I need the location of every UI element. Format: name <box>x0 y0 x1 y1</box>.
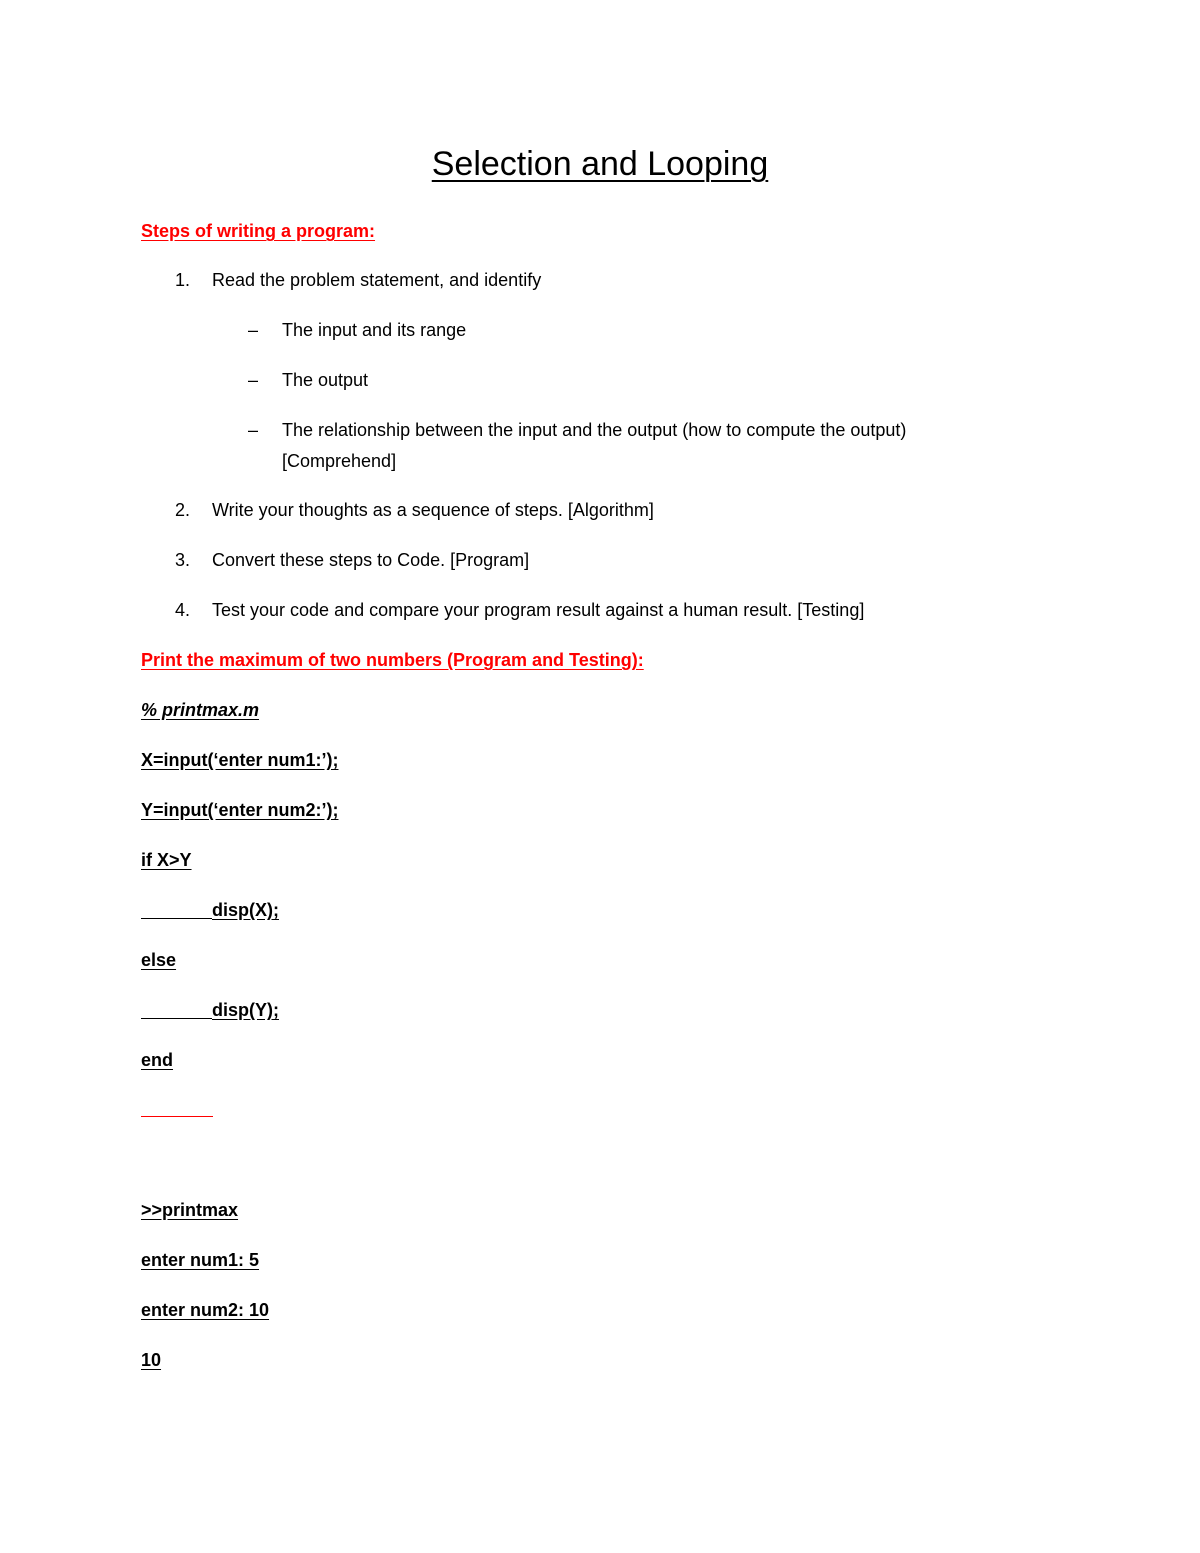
sub-item-text-1: The input and its range <box>282 320 467 340</box>
step-text-3: Convert these steps to Code. [Program] <box>212 550 530 570</box>
code-line-input-y: Y=input(‘enter num2:’); <box>141 800 339 820</box>
sub-item-text-2: The output <box>282 370 369 390</box>
step-number-1: 1. <box>175 270 191 290</box>
example-heading: Print the maximum of two numbers (Program and Testing): <box>141 650 644 670</box>
code-line-end: end <box>141 1050 174 1070</box>
step-number-3: 3. <box>175 550 191 570</box>
run-line-num1: enter num1: 5 <box>141 1250 260 1270</box>
run-line-num2: enter num2: 10 <box>141 1300 270 1320</box>
sub-item-dash-1: – <box>248 320 259 340</box>
code-line-input-x: X=input(‘enter num1:’); <box>141 750 339 770</box>
indent-underline-2 <box>141 1018 212 1019</box>
code-line-disp-x: disp(X); <box>212 900 279 920</box>
indent-underline-1 <box>141 918 212 919</box>
run-line-command: >>printmax <box>141 1200 239 1220</box>
sub-item-dash-2: – <box>248 370 259 390</box>
sub-item-continuation-3: [Comprehend] <box>282 451 397 471</box>
code-line-filename: % printmax.m <box>141 700 260 720</box>
step-number-2: 2. <box>175 500 191 520</box>
step-text-4: Test your code and compare your program result against a human result. [Testing] <box>212 600 865 620</box>
sub-item-dash-3: – <box>248 420 259 440</box>
sub-item-text-3: The relationship between the input and the output (how to compute the output) <box>282 420 907 440</box>
red-separator-rule <box>141 1116 213 1117</box>
run-line-result: 10 <box>141 1350 162 1370</box>
code-line-else: else <box>141 950 177 970</box>
step-text-1: Read the problem statement, and identify <box>212 270 542 290</box>
steps-heading: Steps of writing a program: <box>141 221 376 241</box>
code-line-disp-y: disp(Y); <box>212 1000 279 1020</box>
step-text-2: Write your thoughts as a sequence of steps. [Algorithm] <box>212 500 654 520</box>
code-line-if: if X>Y <box>141 850 192 870</box>
step-number-4: 4. <box>175 600 191 620</box>
page-title: Selection and Looping <box>431 145 769 183</box>
